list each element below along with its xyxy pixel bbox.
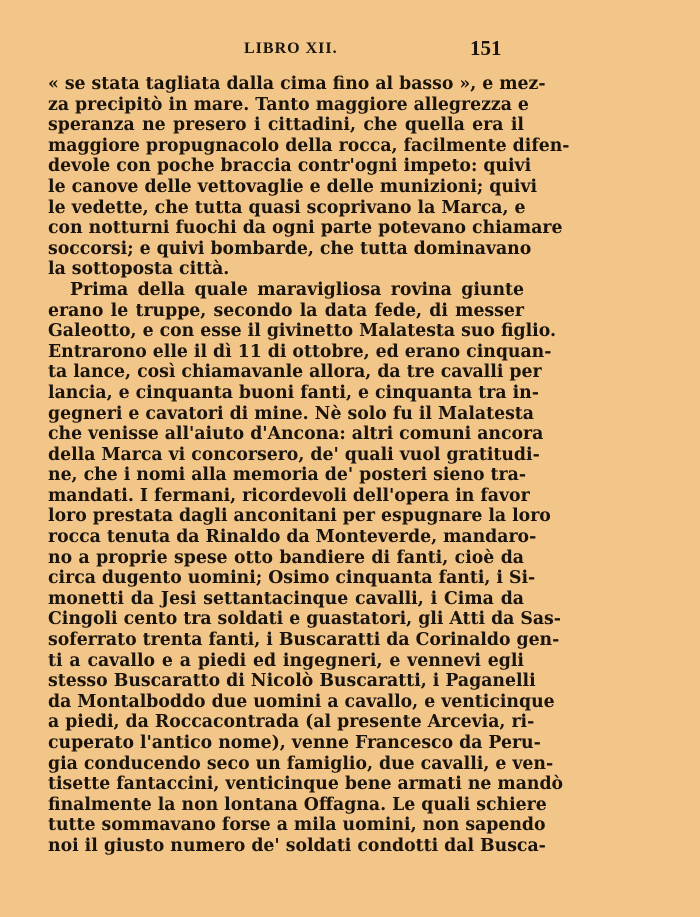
text-line: con notturni fuochi da ogni parte potevano chiamare xyxy=(48,218,563,239)
text-line: stesso Buscaratto di Nicolò Buscaratti, i Paganelli xyxy=(48,671,536,692)
text-line: finalmente la non lontana Offagna. Le quali schiere xyxy=(48,794,547,815)
paragraph xyxy=(48,74,570,280)
text-line: circa dugento uomini; Osimo cinquanta fanti, i Si- xyxy=(48,568,536,589)
text-line: Entrarono elle il dì 11 di ottobre, ed erano cinquan- xyxy=(48,341,552,362)
text-line: le canove delle vettovaglie e delle munizioni; quivi xyxy=(48,176,538,197)
text-line: soccorsi; e quivi bombarde, che tutta dominavano xyxy=(48,238,532,259)
text-line: cuperato l'antico nome), venne Francesco da Peru- xyxy=(48,733,541,753)
text-line: tisette fantaccini, venticinque bene armati ne mandò xyxy=(48,774,564,795)
text-line: che venisse all'aiuto d'Ancona: altri comuni ancora xyxy=(48,424,544,445)
text-line: Galeotto, e con esse il givinetto Malatesta suo figlio. xyxy=(48,321,556,342)
text-line: « se stata tagliata dalla cima fino al basso », e mez- xyxy=(48,74,546,94)
text-line: monetti da Jesi settantacinque cavalli, i Cima da xyxy=(48,588,524,609)
text-line: a piedi, da Roccacontrada (al presente Arcevia, ri- xyxy=(48,712,535,733)
text-line: tutte sommavano forse a mila uomini, non sapendo xyxy=(48,815,546,836)
text-line: da Montalboddo due uomini a cavallo, e venticinque xyxy=(48,691,555,712)
body-text xyxy=(48,74,570,857)
text-line: za precipitò in mare. Tanto maggiore allegrezza e xyxy=(48,94,529,115)
text-line: Cingoli cento tra soldati e guastatori, gli Atti da Sas- xyxy=(48,609,561,630)
text-line: devole con poche braccia contr'ogni impeto: quivi xyxy=(48,156,532,177)
text-line: lancia, e cinquanta buoni fanti, e cinquanta tra in- xyxy=(48,382,539,403)
text-line: erano le truppe, secondo la data fede, di messer xyxy=(48,300,524,321)
text-line: gegneri e cavatori di mine. Nè solo fu il Malatesta xyxy=(48,403,534,424)
text-line: rocca tenuta da Rinaldo da Monteverde, mandaro- xyxy=(48,527,537,548)
text-line: noi il giusto numero de' soldati condotti dal Busca- xyxy=(48,835,546,856)
page-number: 151 xyxy=(470,36,502,60)
text-line: ti a cavallo e a piedi ed ingegneri, e vennevi egli xyxy=(48,650,524,671)
text-line: Prima della quale maravigliosa rovina giunte xyxy=(70,279,524,300)
paragraphs xyxy=(48,74,570,857)
running-title: LIBRO XII. xyxy=(244,40,338,57)
text-line: maggiore propugnacolo della rocca, facilmente difen- xyxy=(48,135,570,156)
text-line: mandati. I fermani, ricordevoli dell'opera in favor xyxy=(48,485,530,506)
text-line: della Marca vi concorsero, de' quali vuol gratitudi- xyxy=(48,444,540,465)
text-line: la sottoposta città. xyxy=(48,259,230,280)
text-line: le vedette, che tutta quasi scoprivano la Marca, e xyxy=(48,197,526,218)
text-line: loro prestata dagli anconitani per espugnare la loro xyxy=(48,506,551,527)
text-line: ta lance, così chiamavanle allora, da tre cavalli per xyxy=(48,362,542,383)
text-line: no a proprie spese otto bandiere di fanti, cioè da xyxy=(48,547,524,568)
text-line: speranza ne presero i cittadini, che quella era il xyxy=(48,115,524,136)
paragraph xyxy=(48,279,564,857)
text-line: gia conducendo seco un famiglio, due cavalli, e ven- xyxy=(48,753,554,774)
text-line: soferrato trenta fanti, i Buscaratti da Corinaldo gen- xyxy=(48,630,560,651)
text-line: ne, che i nomi alla memoria de' posteri sieno tra- xyxy=(48,465,526,486)
